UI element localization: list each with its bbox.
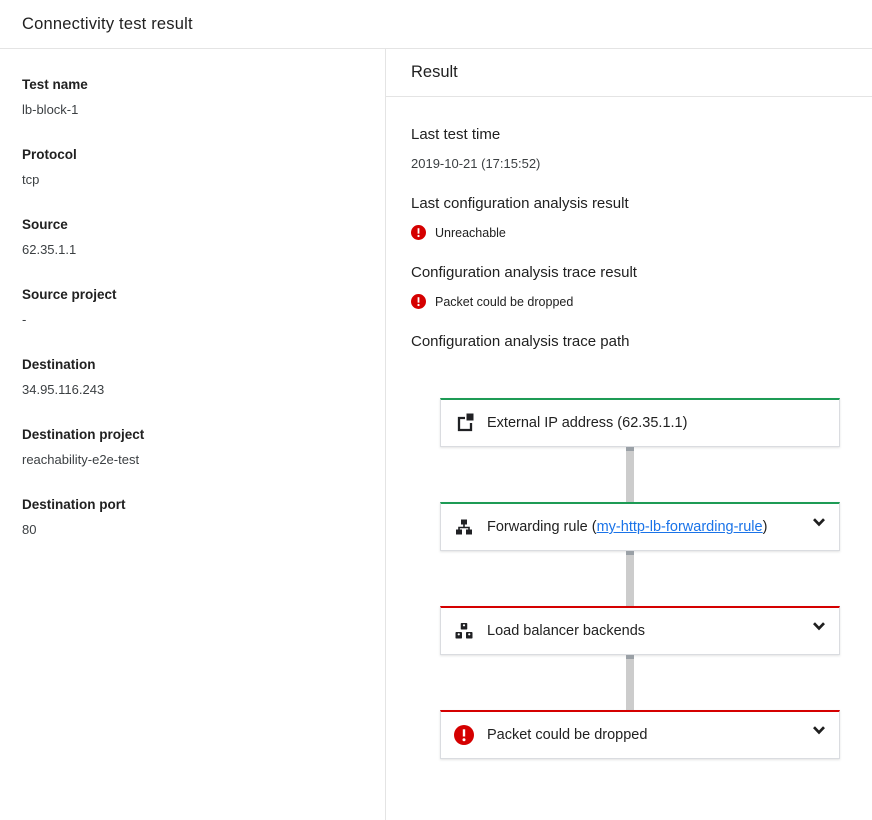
field-label: Destination project bbox=[22, 427, 145, 442]
external-ip-icon bbox=[454, 413, 474, 433]
field-test-name bbox=[22, 77, 365, 117]
section-heading: Configuration analysis trace path bbox=[411, 333, 630, 350]
last-test-time-value: 2019-10-21 (17:15:52) bbox=[411, 156, 541, 171]
trace-path bbox=[440, 398, 840, 759]
section-heading: Configuration analysis trace result bbox=[411, 264, 637, 281]
field-source-project bbox=[22, 287, 365, 327]
chevron-down-icon bbox=[809, 512, 829, 532]
field-label: Destination port bbox=[22, 497, 126, 512]
error-icon bbox=[454, 725, 474, 745]
section-heading: Last configuration analysis result bbox=[411, 195, 629, 212]
trace-step-label bbox=[487, 519, 767, 535]
result-pane bbox=[386, 49, 872, 820]
field-destination-project bbox=[22, 427, 365, 467]
trace-step-packet-dropped[interactable] bbox=[440, 710, 840, 759]
field-value: 62.35.1.1 bbox=[22, 242, 77, 257]
expand-step-button[interactable] bbox=[808, 615, 830, 637]
trace-connector bbox=[626, 551, 634, 606]
trace-connector bbox=[626, 655, 634, 710]
page-title: Connectivity test result bbox=[22, 14, 193, 33]
label-suffix: ) bbox=[762, 519, 768, 535]
field-value: reachability-e2e-test bbox=[22, 452, 140, 467]
field-label: Destination bbox=[22, 357, 96, 372]
field-destination-port bbox=[22, 497, 365, 537]
field-value: tcp bbox=[22, 172, 40, 187]
expand-step-button[interactable] bbox=[808, 511, 830, 533]
field-source bbox=[22, 217, 365, 257]
forwarding-rule-icon bbox=[454, 517, 474, 537]
trace-step-label: Packet could be dropped bbox=[487, 727, 648, 743]
field-protocol bbox=[22, 147, 365, 187]
label-prefix: Forwarding rule ( bbox=[487, 519, 597, 535]
trace-step-load-balancer-backends[interactable] bbox=[440, 606, 840, 655]
trace-step-forwarding-rule[interactable] bbox=[440, 502, 840, 551]
load-balancer-icon bbox=[454, 621, 474, 641]
field-value: lb-block-1 bbox=[22, 102, 79, 117]
section-last-analysis-result bbox=[411, 195, 847, 240]
field-value: 34.95.116.243 bbox=[22, 382, 105, 397]
field-label: Protocol bbox=[22, 147, 77, 162]
analysis-status-text: Unreachable bbox=[435, 225, 506, 240]
test-details-pane bbox=[0, 49, 386, 820]
trace-step-external-ip bbox=[440, 398, 840, 447]
section-trace-result bbox=[411, 264, 847, 309]
field-label: Test name bbox=[22, 77, 88, 92]
trace-step-label: External IP address (62.35.1.1) bbox=[487, 415, 688, 431]
status-row bbox=[411, 225, 847, 240]
forwarding-rule-link[interactable]: my-http-lb-forwarding-rule bbox=[596, 519, 763, 535]
expand-step-button[interactable] bbox=[808, 719, 830, 741]
result-title: Result bbox=[411, 63, 458, 81]
page-header bbox=[0, 0, 872, 49]
field-value: - bbox=[22, 312, 27, 327]
section-last-test-time bbox=[411, 126, 847, 171]
field-destination bbox=[22, 357, 365, 397]
error-icon bbox=[411, 294, 426, 309]
section-trace-path bbox=[411, 333, 847, 759]
status-row bbox=[411, 294, 847, 309]
trace-step-label: Load balancer backends bbox=[487, 623, 646, 639]
error-icon bbox=[411, 225, 426, 240]
result-header bbox=[386, 49, 872, 97]
result-body bbox=[386, 97, 872, 779]
chevron-down-icon bbox=[809, 616, 829, 636]
trace-status-text: Packet could be dropped bbox=[435, 294, 574, 309]
field-label: Source bbox=[22, 217, 68, 232]
trace-connector bbox=[626, 447, 634, 502]
chevron-down-icon bbox=[809, 720, 829, 740]
field-value: 80 bbox=[22, 522, 37, 537]
field-label: Source project bbox=[22, 287, 117, 302]
section-heading: Last test time bbox=[411, 126, 501, 143]
